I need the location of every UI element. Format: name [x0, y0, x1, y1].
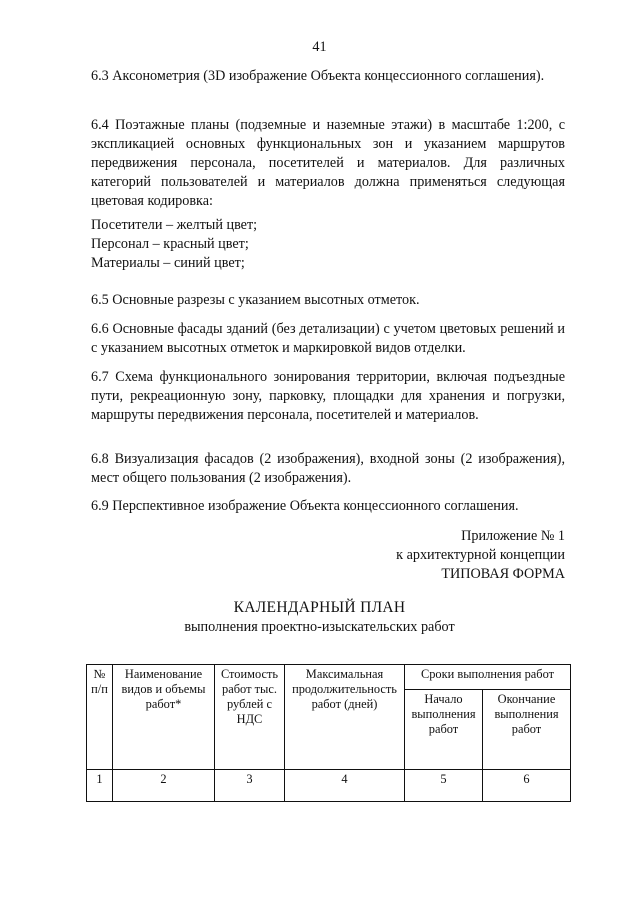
page-number: 41 [312, 39, 327, 55]
item-6-9: 6.9 Перспективное изображение Объекта концессионного соглашения. [91, 498, 519, 514]
header-end: Окончание выполнения работ [483, 690, 571, 770]
item-6-5: 6.5 Основные разрезы с указанием высотных отметок. [91, 292, 420, 308]
column-number-cell: 3 [215, 770, 285, 802]
color-code-staff: Персонал – красный цвет; [91, 236, 249, 252]
item-6-6: 6.6 Основные фасады зданий (без детализации) с учетом цветовых решений и с указанием высотных отметок и маркировкой видов отделки. [91, 321, 565, 356]
header-start: Начало выполнения работ [405, 690, 483, 770]
color-code-visitors: Посетители – желтый цвет; [91, 217, 258, 233]
plan-title: КАЛЕНДАРНЫЙ ПЛАН [233, 599, 406, 616]
appendix-number: Приложение № 1 [461, 528, 565, 544]
header-cost: Стоимость работ тыс. рублей с НДС [215, 665, 285, 770]
item-6-7: 6.7 Схема функционального зонирования территории, включая подъездные пути, рекреационную зону, парковку, площадки для хранения и погрузки, маршруты передвижения персонала, посетителей и материалов. [91, 369, 565, 423]
column-number-cell: 4 [285, 770, 405, 802]
plan-table [86, 664, 571, 802]
column-number-cell: 5 [405, 770, 483, 802]
table-row [87, 770, 571, 802]
item-6-3: 6.3 Аксонометрия (3D изображение Объекта концессионного соглашения). [91, 68, 545, 84]
color-code-materials: Материалы – синий цвет; [91, 255, 245, 271]
column-number-cell: 2 [113, 770, 215, 802]
column-number-cell: 1 [87, 770, 113, 802]
item-6-4: 6.4 Поэтажные планы (подземные и наземные этажи) в масштабе 1:200, с экспликацией основных функциональных зон и указанием маршрутов передвижения персонала, посетителей и материалов. Для различных категорий пользователей и материалов должна применяться следующая цветовая кодировка: [91, 117, 565, 209]
column-number-cell: 6 [483, 770, 571, 802]
table-header-row [87, 665, 571, 690]
appendix-form-type: ТИПОВАЯ ФОРМА [441, 566, 565, 582]
item-6-8: 6.8 Визуализация фасадов (2 изображения), входной зоны (2 изображения), мест общего пользования (2 изображения). [91, 451, 565, 486]
header-duration: Максимальная продолжительность работ (дней) [285, 665, 405, 770]
header-terms: Сроки выполнения работ [405, 665, 571, 690]
plan-subtitle: выполнения проектно-изыскательских работ [184, 619, 455, 635]
appendix-reference: к архитектурной концепции [396, 547, 565, 563]
header-name: Наименование видов и объемы работ* [113, 665, 215, 770]
header-num: № п/п [87, 665, 113, 770]
